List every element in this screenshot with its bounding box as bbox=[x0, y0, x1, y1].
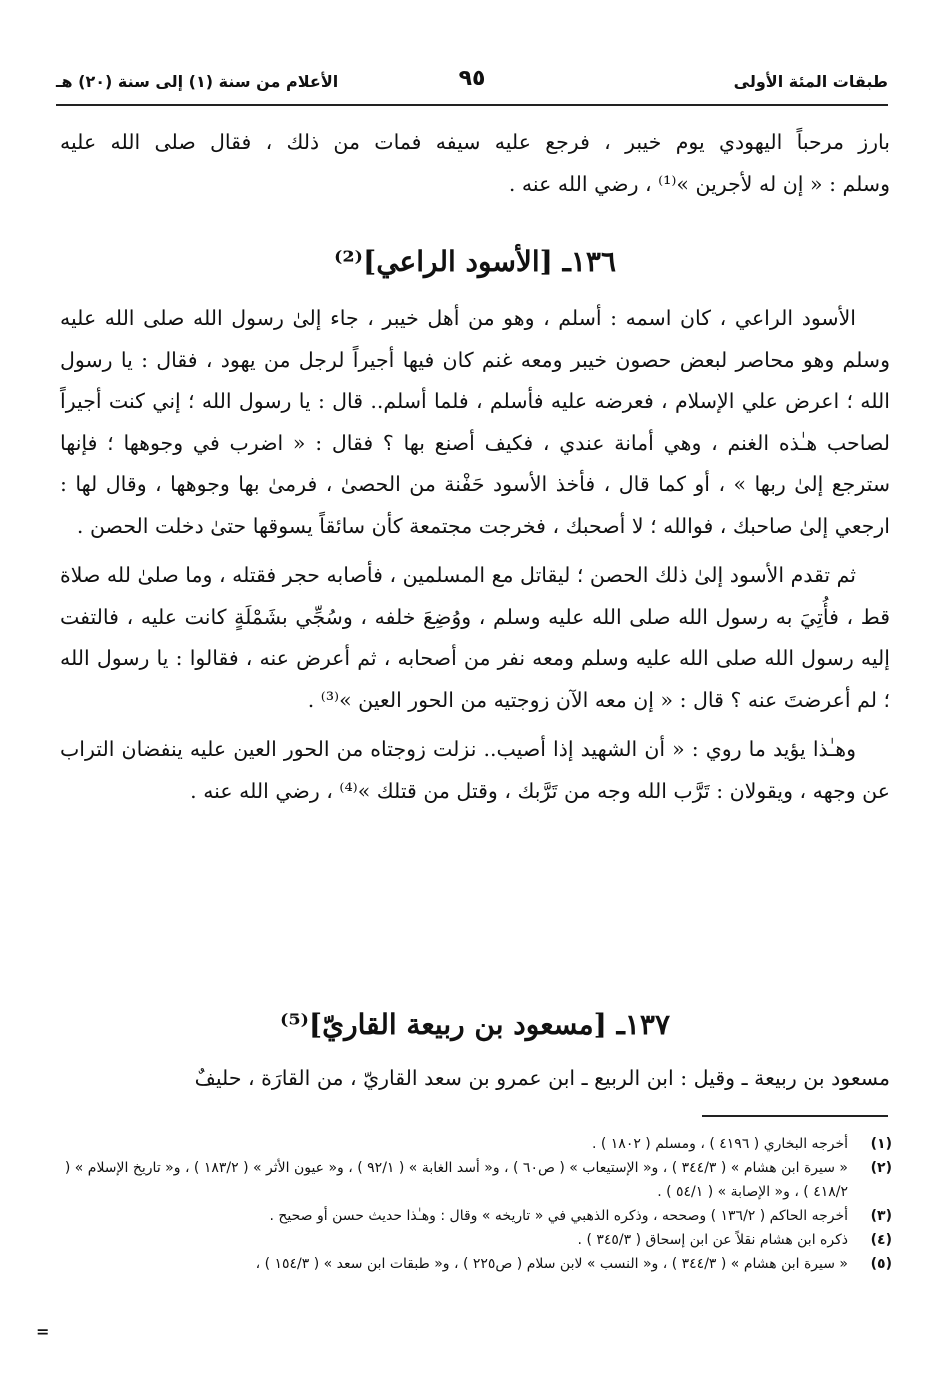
footnote-number: (٤) bbox=[870, 1232, 892, 1248]
header-page-number: ٩٥ bbox=[458, 66, 486, 91]
footnote-number: (١) bbox=[870, 1136, 892, 1152]
footnote-text: أخرجه الحاكم ( ١٣٦/٢ ) وصححه ، وذكره الذهبي في « تاريخه » وقال : وهـٰذا حديث حسن أو صحيح . bbox=[269, 1208, 848, 1224]
footnote-number: (٣) bbox=[870, 1208, 892, 1224]
footnote-item bbox=[48, 1252, 892, 1276]
page-header bbox=[56, 64, 888, 98]
continuation-mark: = bbox=[36, 1322, 50, 1341]
footnote-item bbox=[48, 1204, 892, 1228]
entry-136-title: ١٣٦ـ [الأسود الراعي]⁽²⁾ bbox=[334, 245, 616, 278]
entry-136-body bbox=[60, 298, 890, 812]
header-section-range: الأعلام من سنة (١) إلى سنة (٢٠) هـ bbox=[56, 72, 339, 91]
header-book-title: طبقات المئة الأولى bbox=[733, 72, 888, 91]
header-divider bbox=[56, 104, 888, 106]
entry-137-title: ١٣٧ـ [مسعود بن ربيعة القاريّ]⁽⁵⁾ bbox=[279, 1008, 671, 1041]
footnote-item bbox=[48, 1228, 892, 1252]
footnote-number: (٥) bbox=[870, 1256, 892, 1272]
intro-line-2: وسلم : « إن له لأجرين »⁽¹⁾ ، رضي الله عنه . bbox=[508, 171, 890, 196]
entry-137-paragraph-1: مسعود بن ربيعة ـ وقيل : ابن الربيع ـ ابن عمرو بن سعد القاريّ ، من القارَة ، حليفٌ bbox=[194, 1066, 890, 1090]
footnote-text: « سيرة ابن هشام » ( ٣٤٤/٣ ) ، و« النسب » لابن سلام ( ص٢٢٥ ) ، و« طبقات ابن سعد » ( ١٥٤/٣ ) ، bbox=[255, 1256, 848, 1272]
intro-text bbox=[60, 122, 890, 205]
entry-136-paragraph-3: وهـٰذا يؤيد ما روي : « أن الشهيد إذا أصيب.. نزلت زوجتاه من الحور العين عليه ينفضان التراب عن وجهه ، ويقولان : تَرَّب الله وجه من تَرَّبك ، وقتل من قتلك »⁽⁴⁾ ، رضي الله عنه . bbox=[60, 737, 890, 803]
footnotes bbox=[48, 1132, 892, 1276]
entry-136-paragraph-2: ثم تقدم الأسود إلىٰ ذلك الحصن ؛ ليقاتل مع المسلمين ، فأصابه حجر فقتله ، وما صلىٰ لله صلاة قط ، فأُتِيَ به رسول الله صلى الله عليه وسلم ، ووُضِعَ خلفه ، وسُجِّي بشَمْلَةٍ كانت عليه ، فالتفت إليه رسول الله صلى الله عليه وسلم ومعه نفر من أصحابه ، ثم أعرض عنه ، فقالوا : يا رسول الله ؛ لم أعرضتَ عنه ؟ قال : « إن معه الآن زوجتيه من الحور العين »⁽³⁾ . bbox=[60, 563, 890, 712]
footnote-text: أخرجه البخاري ( ٤١٩٦ ) ، ومسلم ( ١٨٠٢ ) . bbox=[591, 1136, 848, 1152]
footnote-text: « سيرة ابن هشام » ( ٣٤٤/٣ ) ، و« الإستيعاب » ( ص٦٠ ) ، و« أسد الغابة » ( ٩٢/١ ) ، و« عيون الأثر » ( ١٨٣/٢ ) ، و« تاريخ الإسلام » ( ٤١٨/٢ ) ، و« الإصابة » ( ٥٤/١ ) . bbox=[64, 1160, 848, 1200]
footnote-text: ذكره ابن هشام نقلاً عن ابن إسحاق ( ٣٤٥/٣ ) . bbox=[577, 1232, 848, 1248]
footnote-number: (٢) bbox=[870, 1160, 892, 1176]
intro-line-1: بارز مرحباً اليهودي يوم خيبر ، فرجع عليه سيفه فمات من ذلك ، فقال صلى الله عليه bbox=[60, 130, 890, 154]
entry-136-paragraph-1: الأسود الراعي ، كان اسمه : أسلم ، وهو من أهل خيبر ، جاء إلىٰ رسول الله صلى الله عليه وسلم وهو محاصر لبعض حصون خيبر ومعه غنم كان فيها أجيراً لرجل من يهود ، فقال : يا رسول الله ؛ اعرض علي الإسلام ، فعرضه عليه فأسلم ، فلما أسلم.. قال : يا رسول الله ؛ إني كنت أجيراً لصاحب هـٰذه الغنم ، وهي أمانة عندي ، فكيف أصنع بها ؟ فقال : « اضرب في وجوهها ؛ فإنها سترجع إلىٰ ربها » ، أو كما قال ، فأخذ الأسود حَفْنة من الحصىٰ ، فرمىٰ بها وجوهها ، وقال لها : ارجعي إلىٰ صاحبك ، فوالله ؛ لا أصحبك ، فخرجت مجتمعة كأن سائقاً يسوقها حتىٰ دخلت الحصن . bbox=[60, 306, 890, 538]
footnote-item bbox=[48, 1132, 892, 1156]
entry-137-body bbox=[60, 1058, 890, 1100]
footnote-divider bbox=[702, 1115, 888, 1117]
footnote-item bbox=[48, 1156, 892, 1204]
